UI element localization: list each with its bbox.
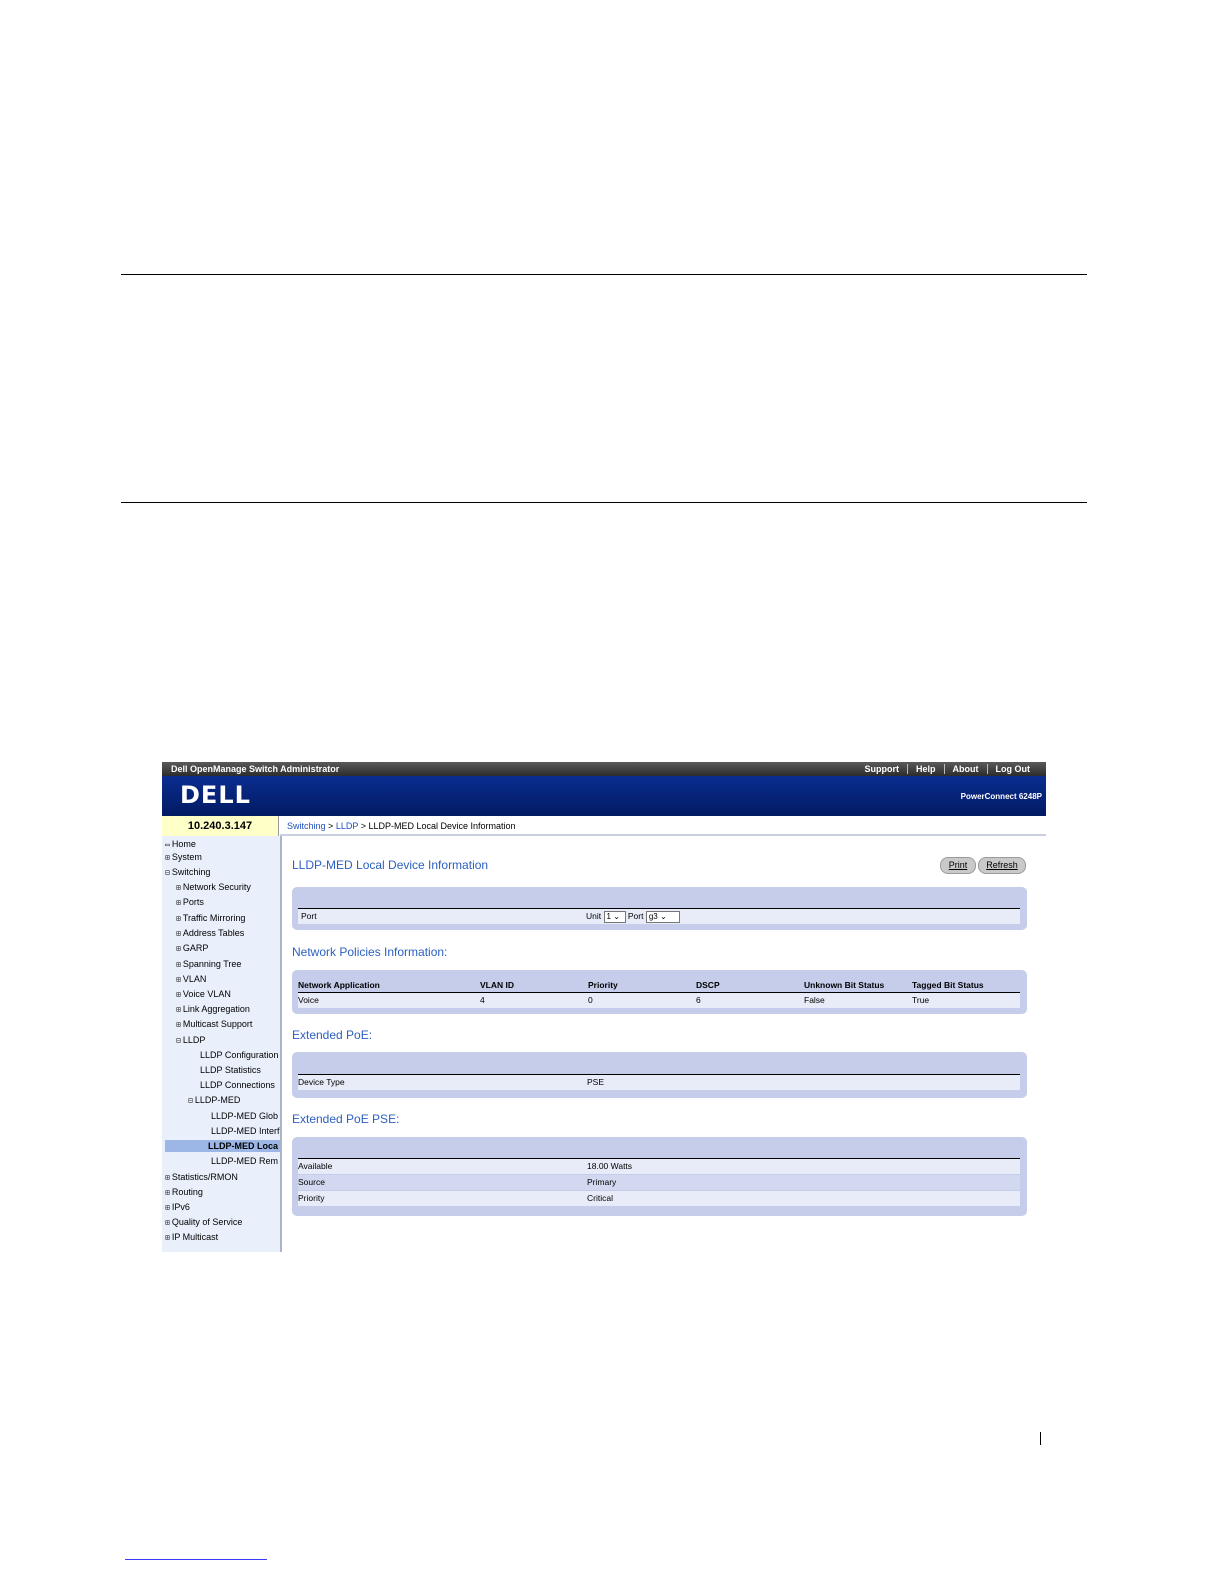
sidebar-item-label: System	[171, 852, 202, 862]
screenshot-frame	[162, 762, 1046, 1252]
sidebar-item-label: LLDP-MED	[194, 1095, 241, 1105]
network-policies-panel	[292, 970, 1027, 1014]
help-link[interactable]: Help	[907, 764, 944, 774]
network-policies-title: Network Policies Information:	[292, 945, 448, 959]
breadcrumb-lldp[interactable]: LLDP	[335, 821, 359, 831]
sidebar-item-voice-vlan[interactable]	[176, 988, 231, 1001]
sidebar-item-label: Home	[171, 839, 196, 849]
table-row: Device Type PSE	[298, 1074, 1020, 1090]
dell-logo: DELL	[180, 781, 251, 809]
sidebar-item-multicast-support[interactable]	[176, 1018, 252, 1031]
main-content	[282, 838, 1046, 1252]
sidebar-item-lldp-connections[interactable]	[200, 1079, 275, 1091]
expand-icon[interactable]: ⊞	[176, 883, 181, 892]
sidebar-item-network-security[interactable]	[176, 881, 251, 894]
sidebar-item-label: LLDP-MED Glob	[211, 1111, 279, 1121]
collapse-icon[interactable]: ⊟	[188, 1096, 193, 1105]
sidebar-item-label: Voice VLAN	[182, 989, 231, 999]
sidebar-item-address-tables[interactable]	[176, 927, 244, 940]
sidebar-item-label: Address Tables	[182, 928, 245, 938]
sidebar-item-label: LLDP-MED Loca	[208, 1141, 279, 1151]
expand-icon[interactable]: ⊞	[165, 1188, 170, 1197]
expand-icon[interactable]: ⊞	[165, 1233, 170, 1242]
sidebar-item-statistics-rmon[interactable]	[165, 1171, 238, 1184]
chevron-down-icon: ⌄	[613, 911, 620, 921]
extended-poe-panel	[292, 1052, 1027, 1098]
expand-icon[interactable]: ⊞	[176, 914, 181, 923]
expand-icon[interactable]: ⊞	[176, 898, 181, 907]
footer-link-line	[125, 1559, 267, 1560]
col-network-application: Network Application	[298, 980, 380, 990]
sidebar-item-lldp-configuration[interactable]	[200, 1049, 278, 1061]
col-tagged-bit-status: Tagged Bit Status	[912, 980, 984, 990]
port-label: Port	[301, 911, 317, 921]
table-row: Priority Critical	[298, 1191, 1020, 1206]
sidebar-item-label: LLDP Connections	[200, 1080, 275, 1090]
sidebar-item-spanning-tree[interactable]	[176, 958, 241, 971]
sidebar-item-label: Ports	[182, 897, 204, 907]
nav-tree	[162, 836, 282, 1252]
sidebar-item-label: LLDP Configuration	[200, 1050, 279, 1060]
sidebar-item-label: Switching	[171, 867, 211, 877]
sidebar-item-routing[interactable]	[165, 1186, 203, 1199]
col-vlan-id: VLAN ID	[480, 980, 514, 990]
app-title: Dell OpenManage Switch Administrator	[171, 764, 340, 774]
sidebar-item-label: Spanning Tree	[182, 959, 242, 969]
expand-icon[interactable]: ⊞	[176, 1005, 181, 1014]
sidebar-item-ipv6[interactable]	[165, 1201, 190, 1214]
port-row	[298, 908, 1020, 924]
expand-icon[interactable]: ⊞	[165, 853, 170, 862]
breadcrumb-switching[interactable]: Switching	[287, 821, 326, 831]
port-select[interactable]: g3 ⌄	[646, 911, 680, 923]
top-rule	[121, 274, 1087, 275]
sidebar-item-label: Network Security	[182, 882, 251, 892]
sidebar-item-label: GARP	[182, 943, 209, 953]
sidebar-item-lldp-med[interactable]	[188, 1094, 240, 1107]
middle-rule	[121, 502, 1087, 503]
unit-label: Unit	[586, 911, 602, 921]
table-row: Source Primary	[298, 1175, 1020, 1190]
logout-link[interactable]: Log Out	[987, 764, 1039, 774]
sidebar-item-vlan[interactable]	[176, 973, 206, 986]
sidebar-item-lldp-statistics[interactable]	[200, 1064, 261, 1076]
sidebar-item-link-aggregation[interactable]	[176, 1003, 250, 1016]
expand-icon[interactable]: ⊞	[176, 960, 181, 969]
sidebar-item-switching[interactable]	[165, 866, 210, 879]
sidebar-item-home[interactable]	[165, 838, 196, 851]
sidebar-item-label: LLDP	[182, 1035, 206, 1045]
expand-icon[interactable]: ⊞	[165, 1173, 170, 1182]
banner	[162, 776, 1046, 816]
sidebar-item-quality-of-service[interactable]	[165, 1216, 242, 1229]
expand-icon[interactable]: ⊞	[176, 929, 181, 938]
breadcrumb: Switching > LLDP > LLDP-MED Local Device Information	[280, 816, 1046, 836]
sidebar-item-lldp-med-rem[interactable]	[211, 1155, 278, 1167]
page-title: LLDP-MED Local Device Information	[292, 858, 489, 872]
col-dscp: DSCP	[696, 980, 720, 990]
expand-icon[interactable]: ⊞	[176, 944, 181, 953]
page-marker	[1040, 1432, 1041, 1445]
sidebar-item-label: Quality of Service	[171, 1217, 243, 1227]
port-select-label: Port	[627, 911, 644, 921]
extended-poe-pse-title: Extended PoE PSE:	[292, 1112, 400, 1126]
sidebar-item-label: LLDP-MED Interf	[211, 1126, 280, 1136]
sidebar-item-lldp-med-glob[interactable]	[211, 1110, 278, 1122]
product-name: PowerConnect 6248P	[960, 792, 1042, 801]
sidebar-item-label: Multicast Support	[182, 1019, 253, 1029]
col-unknown-bit-status: Unknown Bit Status	[804, 980, 885, 990]
sidebar-item-lldp-med-interf[interactable]	[211, 1125, 280, 1137]
sidebar-item-lldp-med-loca[interactable]	[165, 1140, 280, 1152]
about-link[interactable]: About	[944, 764, 987, 774]
port-panel	[292, 887, 1027, 930]
expand-icon[interactable]: ⊞	[165, 1218, 170, 1227]
expand-icon[interactable]: ⊞	[176, 975, 181, 984]
extended-poe-title: Extended PoE:	[292, 1028, 373, 1042]
sidebar-item-label: VLAN	[182, 974, 207, 984]
sidebar-item-system[interactable]	[165, 851, 202, 864]
sidebar-item-label: IPv6	[171, 1202, 190, 1212]
sidebar-item-label: LLDP-MED Rem	[211, 1156, 279, 1166]
extended-poe-pse-panel	[292, 1137, 1027, 1216]
col-priority: Priority	[588, 980, 618, 990]
top-links	[856, 764, 1038, 774]
table-row: Voice 4 0 6 False True	[298, 992, 1020, 1008]
device-ip: 10.240.3.147	[162, 816, 279, 836]
sidebar-item-traffic-mirroring[interactable]	[176, 912, 245, 925]
sidebar-item-lldp[interactable]	[176, 1034, 205, 1047]
breadcrumb-current: LLDP-MED Local Device Information	[368, 821, 516, 831]
title-bar	[162, 762, 1046, 776]
sidebar-item-label: Routing	[171, 1187, 203, 1197]
sidebar-item-ports[interactable]	[176, 896, 204, 909]
expand-icon[interactable]: ⊞	[176, 1020, 181, 1029]
expand-icon[interactable]: ⊞	[165, 1203, 170, 1212]
sidebar-item-label: LLDP Statistics	[200, 1065, 261, 1075]
refresh-button[interactable]: Refresh	[978, 857, 1026, 874]
chevron-down-icon: ⌄	[659, 911, 667, 921]
sidebar-item-label: Link Aggregation	[182, 1004, 250, 1014]
unit-select[interactable]: 1 ⌄	[604, 911, 626, 923]
collapse-icon[interactable]: ⊟	[176, 1036, 181, 1045]
sidebar-item-label: Traffic Mirroring	[182, 913, 246, 923]
home-icon: ▭	[165, 840, 170, 849]
sidebar-item-label: IP Multicast	[171, 1232, 219, 1242]
sidebar-item-label: Statistics/RMON	[171, 1172, 238, 1182]
sidebar-item-ip-multicast[interactable]	[165, 1231, 218, 1244]
support-link[interactable]: Support	[864, 764, 899, 774]
sidebar-item-garp[interactable]	[176, 942, 208, 955]
print-button[interactable]: Print	[940, 857, 976, 874]
expand-icon[interactable]: ⊞	[176, 990, 181, 999]
collapse-icon[interactable]: ⊟	[165, 868, 170, 877]
table-row: Available 18.00 Watts	[298, 1158, 1020, 1174]
